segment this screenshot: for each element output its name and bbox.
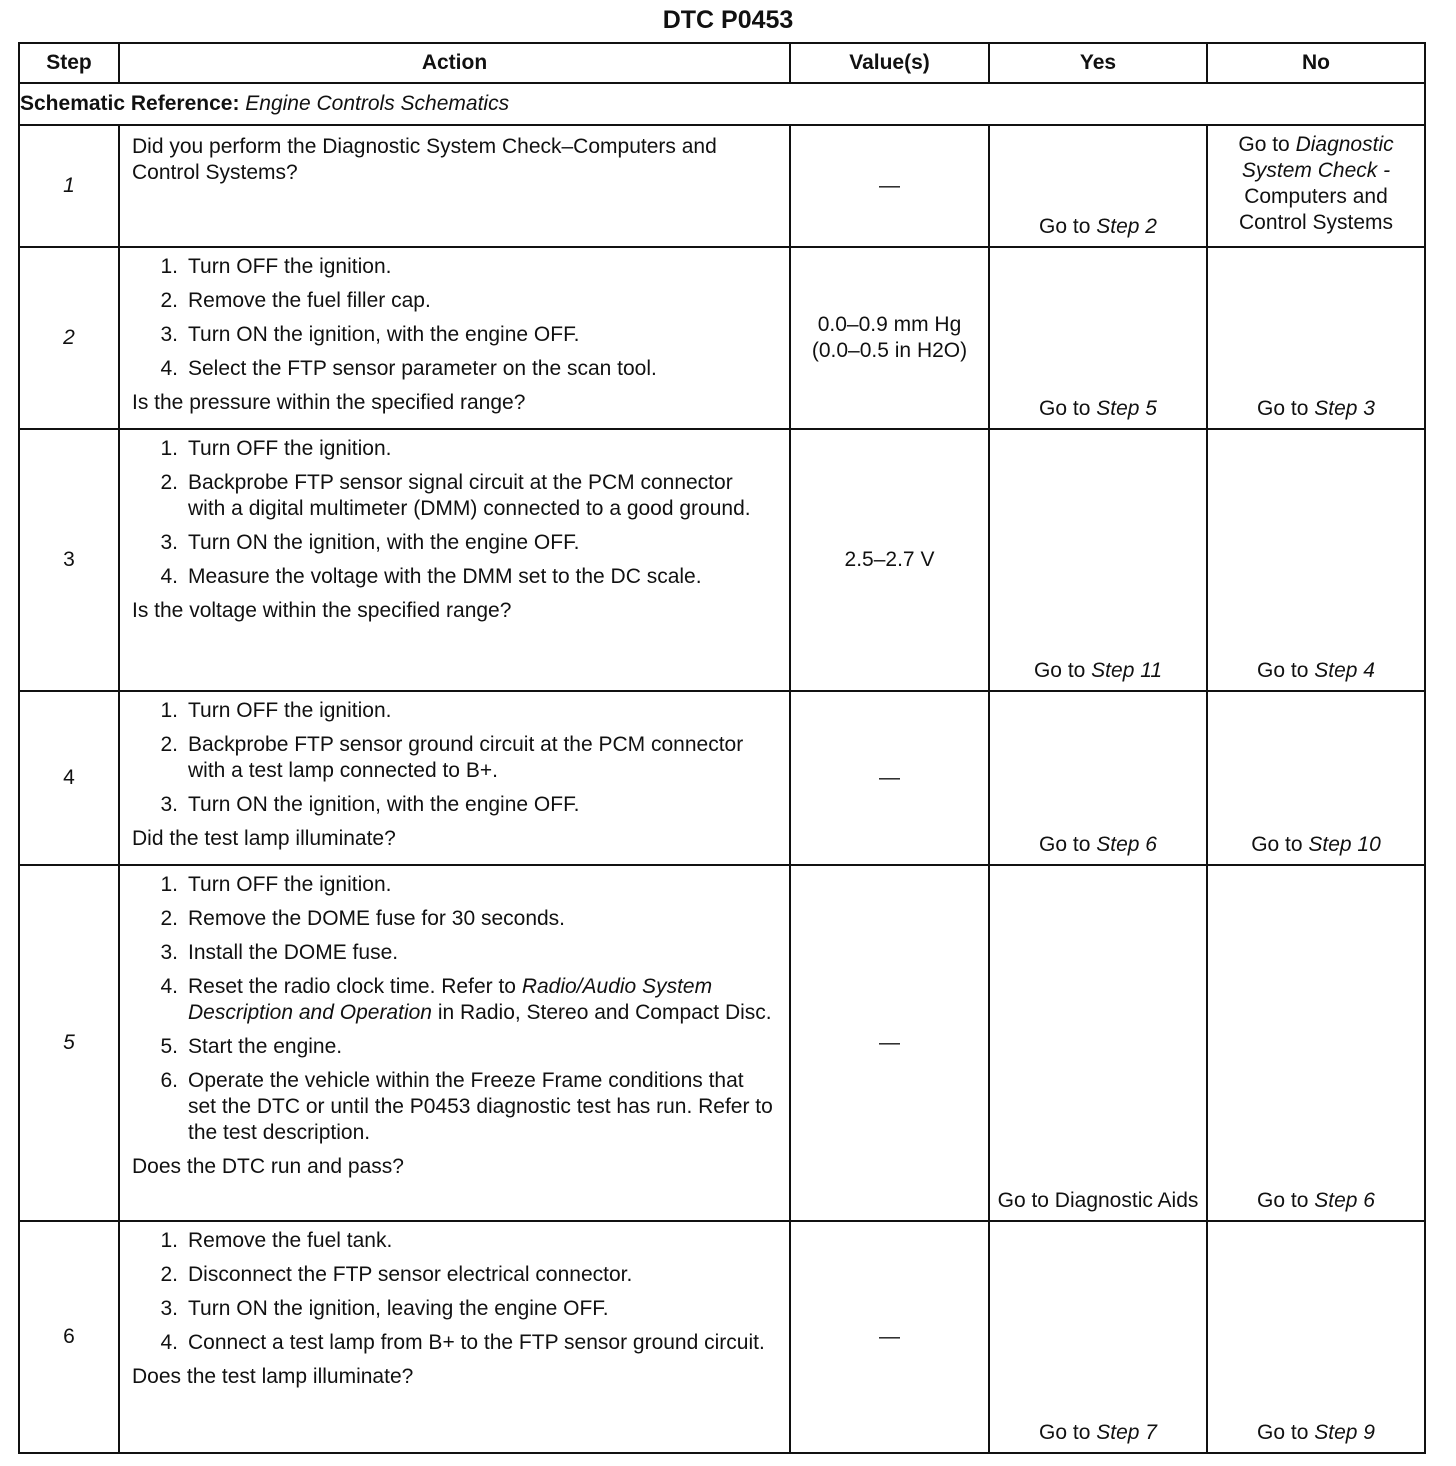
item-text: Disconnect the FTP sensor electrical connector. [188, 1263, 633, 1286]
action-cell [119, 247, 790, 429]
action-item [132, 1068, 775, 1146]
action-list [132, 872, 775, 1146]
yes-cell: Go to Step 7 [989, 1221, 1207, 1453]
item-number: 1. [160, 437, 178, 460]
item-number: 2. [160, 1263, 178, 1286]
step-number: 4 [19, 691, 119, 865]
item-text: Backprobe FTP sensor ground circuit at the PCM connector with a test lamp connected to B+. [188, 733, 744, 782]
yes-cell: Go to Step 6 [989, 691, 1207, 865]
value-cell: — [790, 691, 989, 865]
item-number: 4. [160, 357, 178, 380]
action-question: Did you perform the Diagnostic System Check–Computers and Control Systems? [132, 135, 717, 184]
item-text: Connect a test lamp from B+ to the FTP sensor ground circuit. [188, 1331, 765, 1354]
page-title: DTC P0453 [662, 6, 794, 34]
action-item [132, 698, 775, 724]
item-text: Backprobe FTP sensor signal circuit at the PCM connector with a digital multimeter (DMM) connected to a good ground. [188, 471, 751, 520]
yes-step-link: Step 11 [1091, 659, 1163, 682]
yes-step-link: Step 7 [1096, 1421, 1157, 1444]
value-cell: — [790, 1221, 989, 1453]
item-number: 1. [160, 255, 178, 278]
table-row [19, 1221, 1425, 1453]
item-text: Turn ON the ignition, with the engine OFF. [188, 793, 580, 816]
action-item [132, 356, 775, 382]
schematic-reference-row [19, 83, 1425, 125]
value-cell: 0.0–0.9 mm Hg (0.0–0.5 in H2O) [790, 247, 989, 429]
item-number: 5. [160, 1035, 178, 1058]
item-number: 4. [160, 565, 178, 588]
value-cell: — [790, 125, 989, 247]
table-row [19, 691, 1425, 865]
no-cell: Go to Step 9 [1207, 1221, 1425, 1453]
item-text: Install the DOME fuse. [188, 941, 399, 964]
action-cell [119, 429, 790, 691]
no-step-link: Diagnostic System Check - [1241, 133, 1394, 182]
no-cell: Go to Step 3 [1207, 247, 1425, 429]
header-values: Value(s) [790, 43, 989, 83]
action-question: Does the test lamp illuminate? [132, 1365, 414, 1388]
item-text: Remove the fuel filler cap. [188, 289, 431, 312]
item-text: Turn ON the ignition, with the engine OFF. [188, 323, 580, 346]
step-number: 1 [19, 125, 119, 247]
no-cell: Go to Step 4 [1207, 429, 1425, 691]
no-step-link: Step 9 [1314, 1421, 1375, 1444]
item-number: 1. [160, 873, 178, 896]
step-number: 5 [19, 865, 119, 1221]
item-text: Turn OFF the ignition. [188, 699, 392, 722]
action-item [132, 1034, 775, 1060]
action-item [132, 470, 775, 522]
item-number: 3. [160, 531, 178, 554]
action-item [132, 872, 775, 898]
no-cell: Go to Diagnostic System Check - Computers and Control Systems [1207, 125, 1425, 247]
action-item [132, 732, 775, 784]
schematic-reference-value: Engine Controls Schematics [245, 92, 510, 115]
item-number: 2. [160, 471, 178, 494]
yes-cell: Go to Step 2 [989, 125, 1207, 247]
action-item [132, 792, 775, 818]
action-item [132, 322, 775, 348]
action-item [132, 1228, 775, 1254]
action-item [132, 564, 775, 590]
header-action: Action [119, 43, 790, 83]
table-row [19, 429, 1425, 691]
diagnostic-table [18, 42, 1426, 1454]
item-text: Operate the vehicle within the Freeze Frame conditions that set the DTC or until the P0453 diagnostic test has run. Refer to the test description. [188, 1069, 773, 1144]
no-step-link: Step 3 [1314, 397, 1375, 420]
step-number: 3 [19, 429, 119, 691]
item-text: Select the FTP sensor parameter on the scan tool. [188, 357, 657, 380]
item-text: Turn ON the ignition, with the engine OFF. [188, 531, 580, 554]
no-step-link: Step 6 [1314, 1189, 1375, 1212]
action-item [132, 974, 775, 1026]
yes-cell: Go to Diagnostic Aids [989, 865, 1207, 1221]
item-text: Turn OFF the ignition. [188, 437, 392, 460]
action-list [132, 698, 775, 818]
schematic-reference-label: Schematic Reference: [20, 92, 240, 115]
item-number: 3. [160, 793, 178, 816]
action-list [132, 1228, 775, 1356]
item-number: 1. [160, 699, 178, 722]
item-number: 1. [160, 1229, 178, 1252]
action-item [132, 906, 775, 932]
item-number: 2. [160, 907, 178, 930]
table-row [19, 865, 1425, 1221]
item-number: 3. [160, 1297, 178, 1320]
header-no: No [1207, 43, 1425, 83]
item-text: Turn OFF the ignition. [188, 255, 392, 278]
table-row [19, 125, 1425, 247]
item-text: Turn ON the ignition, leaving the engine OFF. [188, 1297, 609, 1320]
no-step-link: Step 4 [1314, 659, 1375, 682]
item-text: Reset the radio clock time. Refer to Radio/Audio System Description and Operation in Radio, Stereo and Compact Disc. [188, 975, 772, 1024]
no-cell: Go to Step 6 [1207, 865, 1425, 1221]
action-cell [119, 1221, 790, 1453]
item-number: 2. [160, 733, 178, 756]
value-cell: 2.5–2.7 V [790, 429, 989, 691]
action-item [132, 436, 775, 462]
item-text: Remove the fuel tank. [188, 1229, 393, 1252]
action-item [132, 1330, 775, 1356]
yes-step-link: Step 5 [1096, 397, 1157, 420]
item-text: Start the engine. [188, 1035, 343, 1058]
yes-cell: Go to Step 5 [989, 247, 1207, 429]
action-item [132, 940, 775, 966]
value-cell: — [790, 865, 989, 1221]
no-step-link: Step 10 [1308, 833, 1381, 856]
header-row [19, 43, 1425, 83]
item-text: Remove the DOME fuse for 30 seconds. [188, 907, 566, 930]
action-list [132, 254, 775, 382]
item-number: 6. [160, 1069, 178, 1092]
schematic-reference [19, 83, 1425, 125]
yes-cell: Go to Step 11 [989, 429, 1207, 691]
no-cell: Go to Step 10 [1207, 691, 1425, 865]
yes-step-link: Step 2 [1096, 215, 1157, 238]
item-text: Turn OFF the ignition. [188, 873, 392, 896]
yes-step-link: Step 6 [1096, 833, 1157, 856]
action-item [132, 1262, 775, 1288]
action-list [132, 436, 775, 590]
step-number: 2 [19, 247, 119, 429]
item-number: 2. [160, 289, 178, 312]
action-item [132, 1296, 775, 1322]
item-reference: Radio/Audio System Description and Operation [188, 975, 713, 1024]
action-item [132, 288, 775, 314]
action-cell [119, 125, 790, 247]
item-number: 4. [160, 1331, 178, 1354]
action-cell [119, 691, 790, 865]
action-item [132, 530, 775, 556]
item-number: 4. [160, 975, 178, 998]
action-item [132, 254, 775, 280]
action-cell [119, 865, 790, 1221]
table-row [19, 247, 1425, 429]
item-number: 3. [160, 323, 178, 346]
action-question: Does the DTC run and pass? [132, 1155, 404, 1178]
action-question: Did the test lamp illuminate? [132, 827, 396, 850]
header-yes: Yes [989, 43, 1207, 83]
action-question: Is the pressure within the specified range? [132, 391, 526, 414]
action-question: Is the voltage within the specified range? [132, 599, 512, 622]
header-step: Step [19, 43, 119, 83]
item-number: 3. [160, 941, 178, 964]
step-number: 6 [19, 1221, 119, 1453]
item-text: Measure the voltage with the DMM set to the DC scale. [188, 565, 702, 588]
